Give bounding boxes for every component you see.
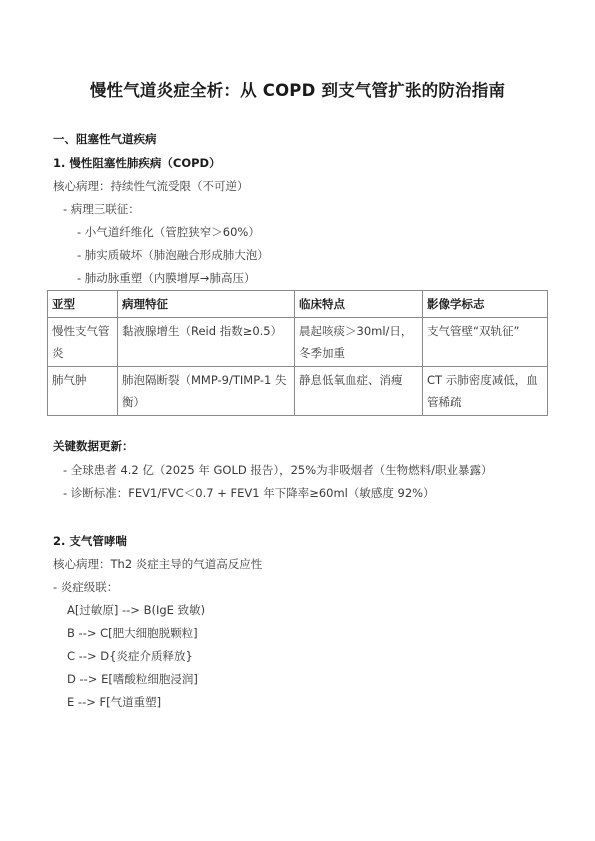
copd-core-pathology: 核心病理：持续性气流受限（不可逆）	[53, 179, 249, 193]
table-cell: 慢性支气管炎	[48, 318, 118, 367]
subsection-heading-asthma: 2. 支气管哮喘	[53, 534, 127, 548]
copd-subtype-table	[47, 290, 548, 416]
copd-triad-item: - 肺动脉重塑（内膜增厚→肺高压）	[77, 271, 256, 285]
cascade-step: B --> C[肥大细胞脱颗粒]	[67, 626, 198, 640]
table-cell: 肺泡隔断裂（MMP-9/TIMP-1 失衡）	[118, 367, 295, 416]
asthma-core-pathology: 核心病理：Th2 炎症主导的气道高反应性	[53, 557, 263, 571]
document-title: 慢性气道炎症全析：从 COPD 到支气管扩张的防治指南	[89, 81, 506, 100]
table-header-cell: 亚型	[48, 291, 118, 318]
table-header-cell: 病理特征	[118, 291, 295, 318]
cascade-step: D --> E[嗜酸粒细胞浸润]	[67, 672, 198, 686]
table-header-row	[48, 291, 548, 318]
table-cell: 晨起咳痰＞30ml/日，冬季加重	[295, 318, 423, 367]
cascade-step: E --> F[气道重塑]	[67, 695, 162, 709]
asthma-cascade-label: - 炎症级联：	[53, 580, 119, 594]
key-data-heading: 关键数据更新：	[53, 439, 134, 453]
table-cell: 肺气肿	[48, 367, 118, 416]
table-header-cell: 临床特点	[295, 291, 423, 318]
table-row	[48, 318, 548, 367]
copd-triad-label: - 病理三联征：	[63, 202, 140, 216]
table-row	[48, 367, 548, 416]
cascade-step: C --> D{炎症介质释放}	[67, 649, 193, 663]
table-cell: 支气管壁“双轨征”	[423, 318, 548, 367]
copd-triad-item: - 小气道纤维化（管腔狭窄＞60%）	[77, 225, 260, 239]
table-cell: 黏液腺增生（Reid 指数≥0.5）	[118, 318, 295, 367]
table-cell: CT 示肺密度减低，血管稀疏	[423, 367, 548, 416]
key-data-item: - 全球患者 4.2 亿（2025 年 GOLD 报告），25%为非吸烟者（生物燃料/职业暴露）	[63, 463, 493, 477]
key-data-item: - 诊断标准：FEV1/FVC＜0.7 + FEV1 年下降率≥60ml（敏感度 92%）	[63, 486, 435, 500]
section-heading-obstructive: 一、阻塞性气道疾病	[53, 132, 157, 146]
copd-triad-item: - 肺实质破坏（肺泡融合形成肺大泡）	[77, 248, 269, 262]
subsection-heading-copd: 1. 慢性阻塞性肺疾病（COPD）	[53, 156, 221, 170]
table-cell: 静息低氧血症、消瘦	[295, 367, 423, 416]
table-header-cell: 影像学标志	[423, 291, 548, 318]
cascade-step: A[过敏原] --> B(IgE 致敏)	[67, 603, 206, 617]
